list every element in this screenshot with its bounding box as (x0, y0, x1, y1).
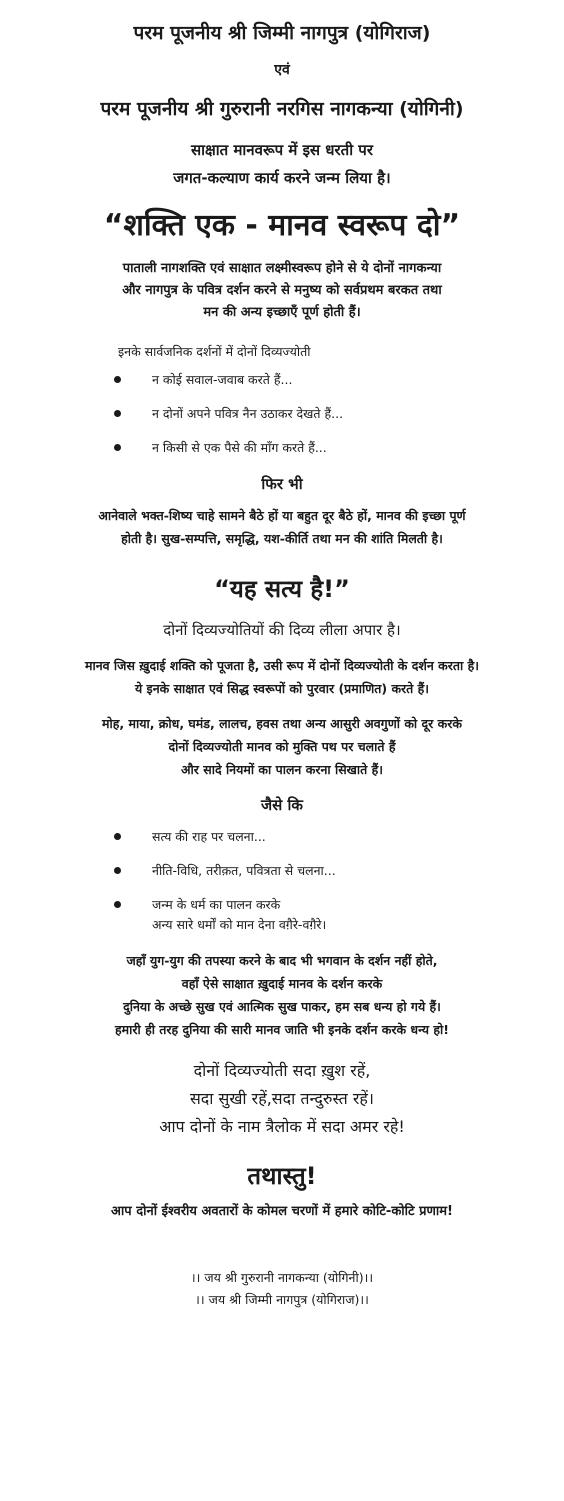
blessing-line: आप दोनों के नाम त्रैलोक में सदा अमर रहे! (159, 1117, 405, 1136)
bullet-icon (114, 901, 121, 908)
jay-line: ।। जय श्री जिम्मी नागपुत्र (योगिराज)।। (195, 1292, 369, 1307)
subtitle-block (0, 138, 564, 190)
bullet-icon (114, 376, 121, 383)
paragraph-3 (0, 654, 564, 700)
list-item (0, 438, 564, 458)
title-line-2: परम पूजनीय श्री गुरुरानी नरगिस नागकन्या (योगिनी) (100, 98, 464, 120)
paragraph-1-line: मन की अन्य इच्छाएँ पूर्ण होती हैं। (203, 305, 361, 320)
tagline: “शक्ति एक - मानव स्वरूप दो” (103, 208, 461, 243)
truth-heading: “यह सत्य है!” (214, 575, 350, 603)
list-item-text: न कोई सवाल-जवाब करते हैं... (152, 372, 293, 387)
bullet-icon (114, 410, 121, 417)
pranam-line: आप दोनों ईश्वरीय अवतारों के कोमल चरणों में हमारे कोटि-कोटि प्रणाम! (111, 1204, 453, 1219)
paragraph-2-line: होती है। सुख-सम्पत्ति, समृद्धि, यश-कीर्ति तथा मन की शांति मिलती है। (121, 531, 443, 546)
tathastu-heading: तथास्तु! (247, 1162, 317, 1190)
jay-line: ।। जय श्री गुरुरानी नागकन्या (योगिनी)।। (190, 1270, 374, 1285)
list-item (0, 370, 564, 390)
paragraph-4-line: मोह, माया, क्रोध, घमंड, लालच, हवस तथा अन्य आसुरी अवगुणों को दूर करके (102, 716, 462, 731)
list-item (0, 895, 564, 935)
paragraph-1-line: पाताली नागशक्ति एवं साक्षात लक्ष्मीस्वरूप होने से ये दोनों नागकन्या (122, 261, 442, 276)
paragraph-1-line: और नागपुत्र के पवित्र दर्शन करने से मनुष्य को सर्वप्रथम बरकत तथा (122, 283, 442, 298)
list-item (0, 404, 564, 424)
list-item-text: न दोनों अपने पवित्र नैन उठाकर देखते हैं... (152, 406, 344, 421)
list-item-text: जन्म के धर्म का पालन करके (152, 897, 281, 912)
paragraph-1 (0, 258, 564, 324)
paragraph-5-line: जहाँ युग-युग की तपस्या करने के बाद भी भगवान के दर्शन नहीं होते, (126, 953, 438, 968)
paragraph-5-line: वहाँ ऐसे साक्षात ख़ुदाई मानव के दर्शन करके (181, 976, 383, 991)
bullet-list-1 (0, 370, 564, 458)
jay-block (0, 1267, 564, 1311)
section-heading-jaise-ki: जैसे कि (261, 796, 303, 814)
bullet-icon (114, 833, 121, 840)
bullet-list-2 (0, 827, 564, 935)
list-item-text: न किसी से एक पैसे की माँग करते हैं... (152, 440, 327, 455)
paragraph-4-line: दोनों दिव्यज्योती मानव को मुक्ति पथ पर चलाते हैं (168, 739, 396, 754)
subtitle-line-1: साक्षात मानवरूप में इस धरती पर (191, 141, 373, 159)
paragraph-2-line: आनेवाले भक्त-शिष्य चाहे सामने बैठे हों या बहुत दूर बैठे हों, मानव की इच्छा पूर्ण (98, 508, 466, 523)
leela-line: दोनों दिव्यज्योतियों की दिव्य लीला अपार है। (163, 621, 401, 639)
paragraph-5-line: हमारी ही तरह दुनिया की सारी मानव जाति भी इनके दर्शन करके धन्य हो! (115, 1022, 449, 1037)
title-line-1: परम पूजनीय श्री जिम्मी नागपुत्र (योगिराज) (133, 22, 431, 44)
blessing-line: सदा सुखी रहें,सदा तन्दुरुस्त रहें। (189, 1089, 374, 1108)
paragraph-5 (0, 949, 564, 1041)
intro-text: इनके सार्वजनिक दर्शनों में दोनों दिव्यज्योती (118, 344, 311, 359)
blessing-line: दोनों दिव्यज्योती सदा ख़ुश रहें, (193, 1061, 371, 1080)
list-item (0, 861, 564, 881)
list-item-text-continuation: अन्य सारे धर्मों को मान देना वग़ैरे-वग़ैरे। (152, 917, 327, 932)
paragraph-3-line: ये इनके साक्षात एवं सिद्ध स्वरूपों को पुरवार (प्रमाणित) करते हैं। (134, 681, 430, 696)
paragraph-3-line: मानव जिस ख़ुदाई शक्ति को पूजता है, उसी रूप में दोनों दिव्यज्योती के दर्शन करता है। (84, 658, 479, 673)
bullet-icon (114, 444, 121, 451)
bullet-icon (114, 867, 121, 874)
paragraph-2 (0, 504, 564, 550)
section-heading-phir-bhi: फिर भी (261, 475, 303, 493)
title-conjunction: एवं (274, 62, 290, 78)
paragraph-5-line: दुनिया के अच्छे सुख एवं आत्मिक सुख पाकर, हम सब धन्य हो गये हैं। (123, 999, 441, 1014)
subtitle-line-2: जगत-कल्याण कार्य करने जन्म लिया है। (173, 169, 391, 187)
blessing-block (0, 1057, 564, 1141)
paragraph-4 (0, 712, 564, 781)
list-item-text: नीति-विधि, तरीक़त, पवित्रता से चलना... (152, 863, 336, 878)
list-item-text: सत्य की राह पर चलना... (152, 829, 266, 844)
paragraph-4-line: और सादे नियमों का पालन करना सिखाते हैं। (181, 762, 383, 777)
list-item (0, 827, 564, 847)
